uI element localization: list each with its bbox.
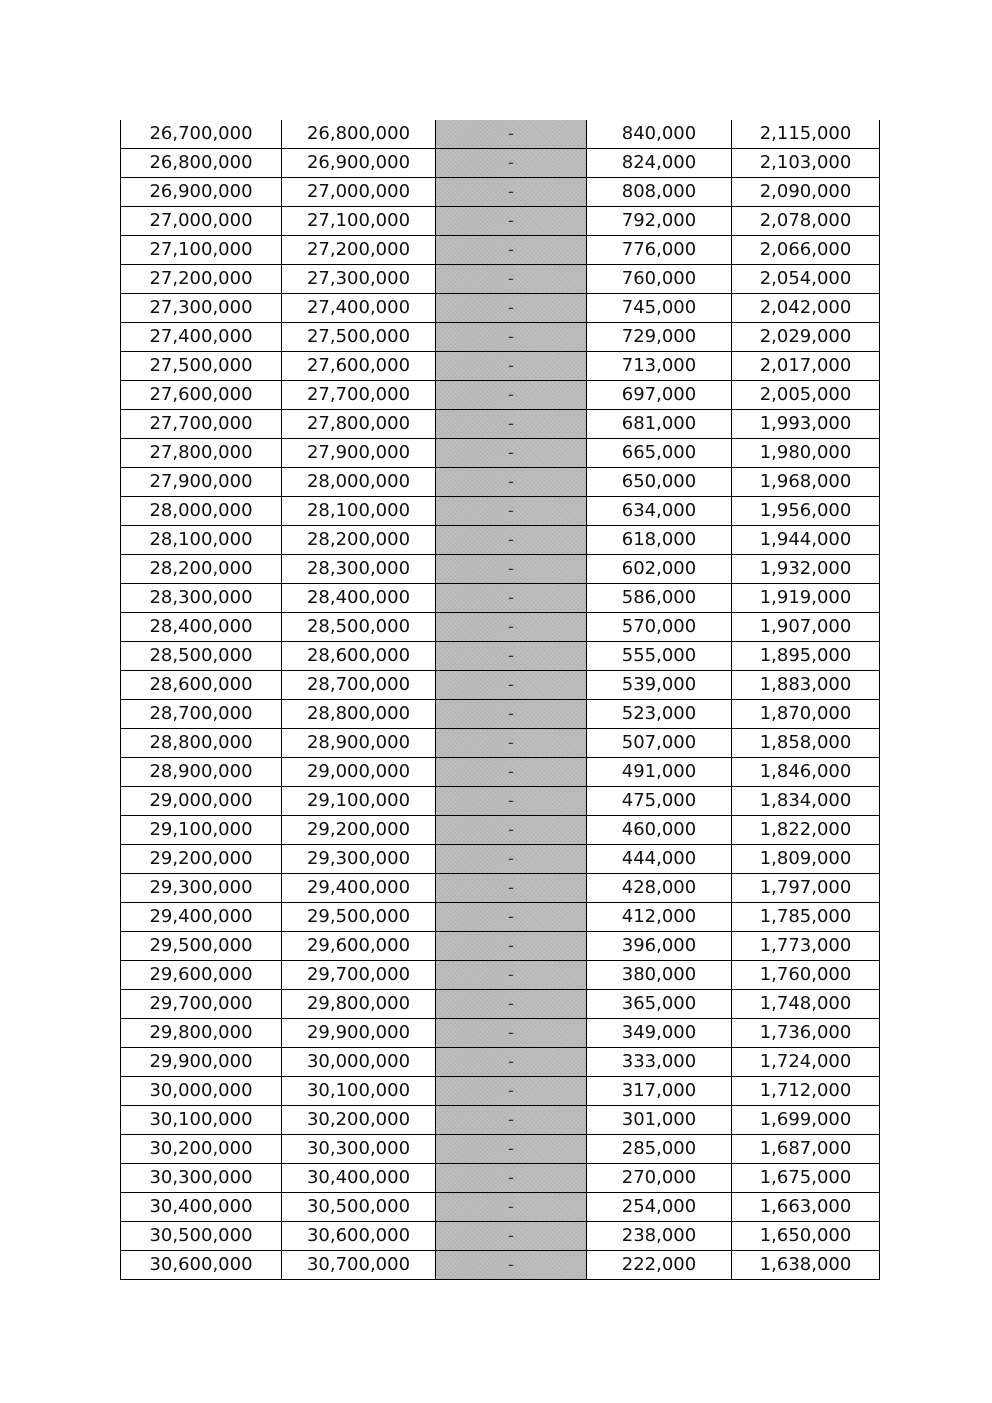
range-to-cell: 30,700,000 <box>282 1251 436 1280</box>
table-row <box>121 961 880 990</box>
shaded-dash-cell: - <box>436 526 587 555</box>
total-cell: 1,870,000 <box>732 700 880 729</box>
amount-cell: 460,000 <box>587 816 732 845</box>
table-row <box>121 410 880 439</box>
range-from-cell: 27,900,000 <box>121 468 282 497</box>
amount-cell: 270,000 <box>587 1164 732 1193</box>
range-to-cell: 27,100,000 <box>282 207 436 236</box>
total-cell: 2,103,000 <box>732 149 880 178</box>
total-cell: 1,712,000 <box>732 1077 880 1106</box>
shaded-dash-cell: - <box>436 584 587 613</box>
amount-cell: 729,000 <box>587 323 732 352</box>
total-cell: 2,115,000 <box>732 120 880 149</box>
table-row <box>121 671 880 700</box>
range-from-cell: 28,500,000 <box>121 642 282 671</box>
total-cell: 1,699,000 <box>732 1106 880 1135</box>
range-from-cell: 29,300,000 <box>121 874 282 903</box>
range-to-cell: 29,500,000 <box>282 903 436 932</box>
total-cell: 1,736,000 <box>732 1019 880 1048</box>
range-to-cell: 29,300,000 <box>282 845 436 874</box>
range-from-cell: 27,700,000 <box>121 410 282 439</box>
total-cell: 2,042,000 <box>732 294 880 323</box>
shaded-dash-cell: - <box>436 178 587 207</box>
shaded-dash-cell: - <box>436 381 587 410</box>
range-from-cell: 27,400,000 <box>121 323 282 352</box>
table-row <box>121 990 880 1019</box>
shaded-dash-cell: - <box>436 1048 587 1077</box>
shaded-dash-cell: - <box>436 990 587 1019</box>
amount-cell: 792,000 <box>587 207 732 236</box>
table-row <box>121 555 880 584</box>
range-from-cell: 28,000,000 <box>121 497 282 526</box>
total-cell: 1,638,000 <box>732 1251 880 1280</box>
range-to-cell: 29,900,000 <box>282 1019 436 1048</box>
range-to-cell: 30,200,000 <box>282 1106 436 1135</box>
shaded-dash-cell: - <box>436 1164 587 1193</box>
range-to-cell: 28,600,000 <box>282 642 436 671</box>
total-cell: 1,834,000 <box>732 787 880 816</box>
range-to-cell: 28,200,000 <box>282 526 436 555</box>
shaded-dash-cell: - <box>436 1106 587 1135</box>
total-cell: 1,846,000 <box>732 758 880 787</box>
amount-cell: 317,000 <box>587 1077 732 1106</box>
shaded-dash-cell: - <box>436 787 587 816</box>
table-row <box>121 497 880 526</box>
total-cell: 1,980,000 <box>732 439 880 468</box>
table-row <box>121 1251 880 1280</box>
table-row <box>121 729 880 758</box>
table-row <box>121 584 880 613</box>
amount-cell: 586,000 <box>587 584 732 613</box>
range-from-cell: 30,300,000 <box>121 1164 282 1193</box>
table-row <box>121 903 880 932</box>
amount-cell: 523,000 <box>587 700 732 729</box>
table-row <box>121 381 880 410</box>
range-from-cell: 29,900,000 <box>121 1048 282 1077</box>
table-row <box>121 352 880 381</box>
range-from-cell: 29,000,000 <box>121 787 282 816</box>
table-row <box>121 932 880 961</box>
total-cell: 1,993,000 <box>732 410 880 439</box>
range-to-cell: 28,300,000 <box>282 555 436 584</box>
total-cell: 1,797,000 <box>732 874 880 903</box>
range-from-cell: 28,600,000 <box>121 671 282 700</box>
table-row <box>121 294 880 323</box>
range-to-cell: 28,000,000 <box>282 468 436 497</box>
range-to-cell: 26,900,000 <box>282 149 436 178</box>
table-row <box>121 1048 880 1077</box>
amount-cell: 650,000 <box>587 468 732 497</box>
range-to-cell: 29,000,000 <box>282 758 436 787</box>
range-from-cell: 27,200,000 <box>121 265 282 294</box>
range-from-cell: 29,800,000 <box>121 1019 282 1048</box>
table-row <box>121 1193 880 1222</box>
amount-cell: 665,000 <box>587 439 732 468</box>
range-to-cell: 28,100,000 <box>282 497 436 526</box>
shaded-dash-cell: - <box>436 903 587 932</box>
shaded-dash-cell: - <box>436 816 587 845</box>
amount-cell: 491,000 <box>587 758 732 787</box>
shaded-dash-cell: - <box>436 642 587 671</box>
range-from-cell: 30,600,000 <box>121 1251 282 1280</box>
range-from-cell: 27,100,000 <box>121 236 282 265</box>
total-cell: 1,907,000 <box>732 613 880 642</box>
shaded-dash-cell: - <box>436 1193 587 1222</box>
range-to-cell: 27,300,000 <box>282 265 436 294</box>
range-to-cell: 30,400,000 <box>282 1164 436 1193</box>
total-cell: 2,090,000 <box>732 178 880 207</box>
shaded-dash-cell: - <box>436 410 587 439</box>
table-row <box>121 1164 880 1193</box>
total-cell: 1,822,000 <box>732 816 880 845</box>
amount-cell: 254,000 <box>587 1193 732 1222</box>
range-from-cell: 27,300,000 <box>121 294 282 323</box>
table-row <box>121 149 880 178</box>
amount-cell: 428,000 <box>587 874 732 903</box>
range-from-cell: 29,200,000 <box>121 845 282 874</box>
total-cell: 2,066,000 <box>732 236 880 265</box>
amount-cell: 285,000 <box>587 1135 732 1164</box>
table-row <box>121 439 880 468</box>
total-cell: 1,858,000 <box>732 729 880 758</box>
amount-table-body <box>121 120 880 1280</box>
amount-cell: 840,000 <box>587 120 732 149</box>
range-from-cell: 27,600,000 <box>121 381 282 410</box>
range-to-cell: 27,900,000 <box>282 439 436 468</box>
range-from-cell: 27,000,000 <box>121 207 282 236</box>
total-cell: 1,895,000 <box>732 642 880 671</box>
total-cell: 2,005,000 <box>732 381 880 410</box>
table-row <box>121 1106 880 1135</box>
range-to-cell: 30,600,000 <box>282 1222 436 1251</box>
table-row <box>121 265 880 294</box>
range-from-cell: 29,400,000 <box>121 903 282 932</box>
table-row <box>121 787 880 816</box>
total-cell: 1,724,000 <box>732 1048 880 1077</box>
range-to-cell: 26,800,000 <box>282 120 436 149</box>
table-row <box>121 613 880 642</box>
amount-cell: 824,000 <box>587 149 732 178</box>
range-to-cell: 30,000,000 <box>282 1048 436 1077</box>
amount-cell: 713,000 <box>587 352 732 381</box>
shaded-dash-cell: - <box>436 932 587 961</box>
shaded-dash-cell: - <box>436 120 587 149</box>
range-to-cell: 28,700,000 <box>282 671 436 700</box>
shaded-dash-cell: - <box>436 1019 587 1048</box>
table-row <box>121 526 880 555</box>
amount-cell: 570,000 <box>587 613 732 642</box>
amount-cell: 697,000 <box>587 381 732 410</box>
total-cell: 2,017,000 <box>732 352 880 381</box>
total-cell: 1,773,000 <box>732 932 880 961</box>
range-from-cell: 29,600,000 <box>121 961 282 990</box>
range-from-cell: 29,100,000 <box>121 816 282 845</box>
amount-table <box>120 120 880 1280</box>
amount-cell: 618,000 <box>587 526 732 555</box>
amount-cell: 333,000 <box>587 1048 732 1077</box>
amount-cell: 634,000 <box>587 497 732 526</box>
shaded-dash-cell: - <box>436 1135 587 1164</box>
range-from-cell: 26,800,000 <box>121 149 282 178</box>
amount-cell: 507,000 <box>587 729 732 758</box>
shaded-dash-cell: - <box>436 1077 587 1106</box>
table-row <box>121 323 880 352</box>
shaded-dash-cell: - <box>436 874 587 903</box>
range-to-cell: 27,000,000 <box>282 178 436 207</box>
range-to-cell: 30,500,000 <box>282 1193 436 1222</box>
shaded-dash-cell: - <box>436 439 587 468</box>
range-from-cell: 30,000,000 <box>121 1077 282 1106</box>
total-cell: 1,675,000 <box>732 1164 880 1193</box>
table-row <box>121 120 880 149</box>
range-from-cell: 28,200,000 <box>121 555 282 584</box>
table-row <box>121 1222 880 1251</box>
amount-cell: 475,000 <box>587 787 732 816</box>
range-from-cell: 28,300,000 <box>121 584 282 613</box>
total-cell: 1,760,000 <box>732 961 880 990</box>
range-from-cell: 28,900,000 <box>121 758 282 787</box>
amount-cell: 222,000 <box>587 1251 732 1280</box>
amount-cell: 760,000 <box>587 265 732 294</box>
table-row <box>121 178 880 207</box>
table-row <box>121 1135 880 1164</box>
table-row <box>121 236 880 265</box>
total-cell: 2,054,000 <box>732 265 880 294</box>
table-row <box>121 642 880 671</box>
shaded-dash-cell: - <box>436 149 587 178</box>
shaded-dash-cell: - <box>436 613 587 642</box>
total-cell: 1,663,000 <box>732 1193 880 1222</box>
range-to-cell: 27,500,000 <box>282 323 436 352</box>
table-row <box>121 468 880 497</box>
range-from-cell: 30,200,000 <box>121 1135 282 1164</box>
shaded-dash-cell: - <box>436 294 587 323</box>
table-row <box>121 816 880 845</box>
shaded-dash-cell: - <box>436 497 587 526</box>
range-to-cell: 27,600,000 <box>282 352 436 381</box>
table-row <box>121 758 880 787</box>
range-to-cell: 29,100,000 <box>282 787 436 816</box>
amount-cell: 349,000 <box>587 1019 732 1048</box>
amount-cell: 539,000 <box>587 671 732 700</box>
amount-cell: 776,000 <box>587 236 732 265</box>
total-cell: 1,687,000 <box>732 1135 880 1164</box>
shaded-dash-cell: - <box>436 265 587 294</box>
range-to-cell: 28,400,000 <box>282 584 436 613</box>
range-from-cell: 27,800,000 <box>121 439 282 468</box>
total-cell: 1,785,000 <box>732 903 880 932</box>
total-cell: 1,650,000 <box>732 1222 880 1251</box>
range-from-cell: 29,500,000 <box>121 932 282 961</box>
range-from-cell: 26,700,000 <box>121 120 282 149</box>
total-cell: 1,968,000 <box>732 468 880 497</box>
total-cell: 1,944,000 <box>732 526 880 555</box>
amount-cell: 412,000 <box>587 903 732 932</box>
shaded-dash-cell: - <box>436 468 587 497</box>
shaded-dash-cell: - <box>436 729 587 758</box>
table-row <box>121 874 880 903</box>
amount-cell: 380,000 <box>587 961 732 990</box>
table-row <box>121 845 880 874</box>
table-row <box>121 700 880 729</box>
range-from-cell: 30,400,000 <box>121 1193 282 1222</box>
range-to-cell: 27,200,000 <box>282 236 436 265</box>
range-to-cell: 29,600,000 <box>282 932 436 961</box>
shaded-dash-cell: - <box>436 671 587 700</box>
amount-cell: 444,000 <box>587 845 732 874</box>
shaded-dash-cell: - <box>436 555 587 584</box>
shaded-dash-cell: - <box>436 352 587 381</box>
range-to-cell: 29,200,000 <box>282 816 436 845</box>
amount-cell: 396,000 <box>587 932 732 961</box>
amount-cell: 555,000 <box>587 642 732 671</box>
shaded-dash-cell: - <box>436 961 587 990</box>
range-from-cell: 29,700,000 <box>121 990 282 1019</box>
table-row <box>121 207 880 236</box>
range-to-cell: 28,800,000 <box>282 700 436 729</box>
shaded-dash-cell: - <box>436 1222 587 1251</box>
range-to-cell: 29,400,000 <box>282 874 436 903</box>
total-cell: 1,748,000 <box>732 990 880 1019</box>
shaded-dash-cell: - <box>436 845 587 874</box>
range-from-cell: 28,800,000 <box>121 729 282 758</box>
total-cell: 1,883,000 <box>732 671 880 700</box>
range-from-cell: 28,400,000 <box>121 613 282 642</box>
shaded-dash-cell: - <box>436 700 587 729</box>
range-to-cell: 30,300,000 <box>282 1135 436 1164</box>
table-row <box>121 1019 880 1048</box>
amount-cell: 681,000 <box>587 410 732 439</box>
range-from-cell: 30,500,000 <box>121 1222 282 1251</box>
range-to-cell: 29,800,000 <box>282 990 436 1019</box>
range-from-cell: 27,500,000 <box>121 352 282 381</box>
table-row <box>121 1077 880 1106</box>
range-to-cell: 30,100,000 <box>282 1077 436 1106</box>
range-to-cell: 27,400,000 <box>282 294 436 323</box>
amount-cell: 745,000 <box>587 294 732 323</box>
shaded-dash-cell: - <box>436 207 587 236</box>
amount-cell: 238,000 <box>587 1222 732 1251</box>
range-from-cell: 28,100,000 <box>121 526 282 555</box>
amount-cell: 602,000 <box>587 555 732 584</box>
range-from-cell: 30,100,000 <box>121 1106 282 1135</box>
amount-cell: 365,000 <box>587 990 732 1019</box>
total-cell: 1,809,000 <box>732 845 880 874</box>
total-cell: 1,956,000 <box>732 497 880 526</box>
range-to-cell: 29,700,000 <box>282 961 436 990</box>
range-to-cell: 27,800,000 <box>282 410 436 439</box>
range-from-cell: 28,700,000 <box>121 700 282 729</box>
amount-cell: 301,000 <box>587 1106 732 1135</box>
range-to-cell: 28,500,000 <box>282 613 436 642</box>
total-cell: 2,078,000 <box>732 207 880 236</box>
range-to-cell: 27,700,000 <box>282 381 436 410</box>
total-cell: 1,919,000 <box>732 584 880 613</box>
shaded-dash-cell: - <box>436 1251 587 1280</box>
shaded-dash-cell: - <box>436 323 587 352</box>
range-from-cell: 26,900,000 <box>121 178 282 207</box>
shaded-dash-cell: - <box>436 236 587 265</box>
total-cell: 2,029,000 <box>732 323 880 352</box>
shaded-dash-cell: - <box>436 758 587 787</box>
amount-cell: 808,000 <box>587 178 732 207</box>
total-cell: 1,932,000 <box>732 555 880 584</box>
range-to-cell: 28,900,000 <box>282 729 436 758</box>
